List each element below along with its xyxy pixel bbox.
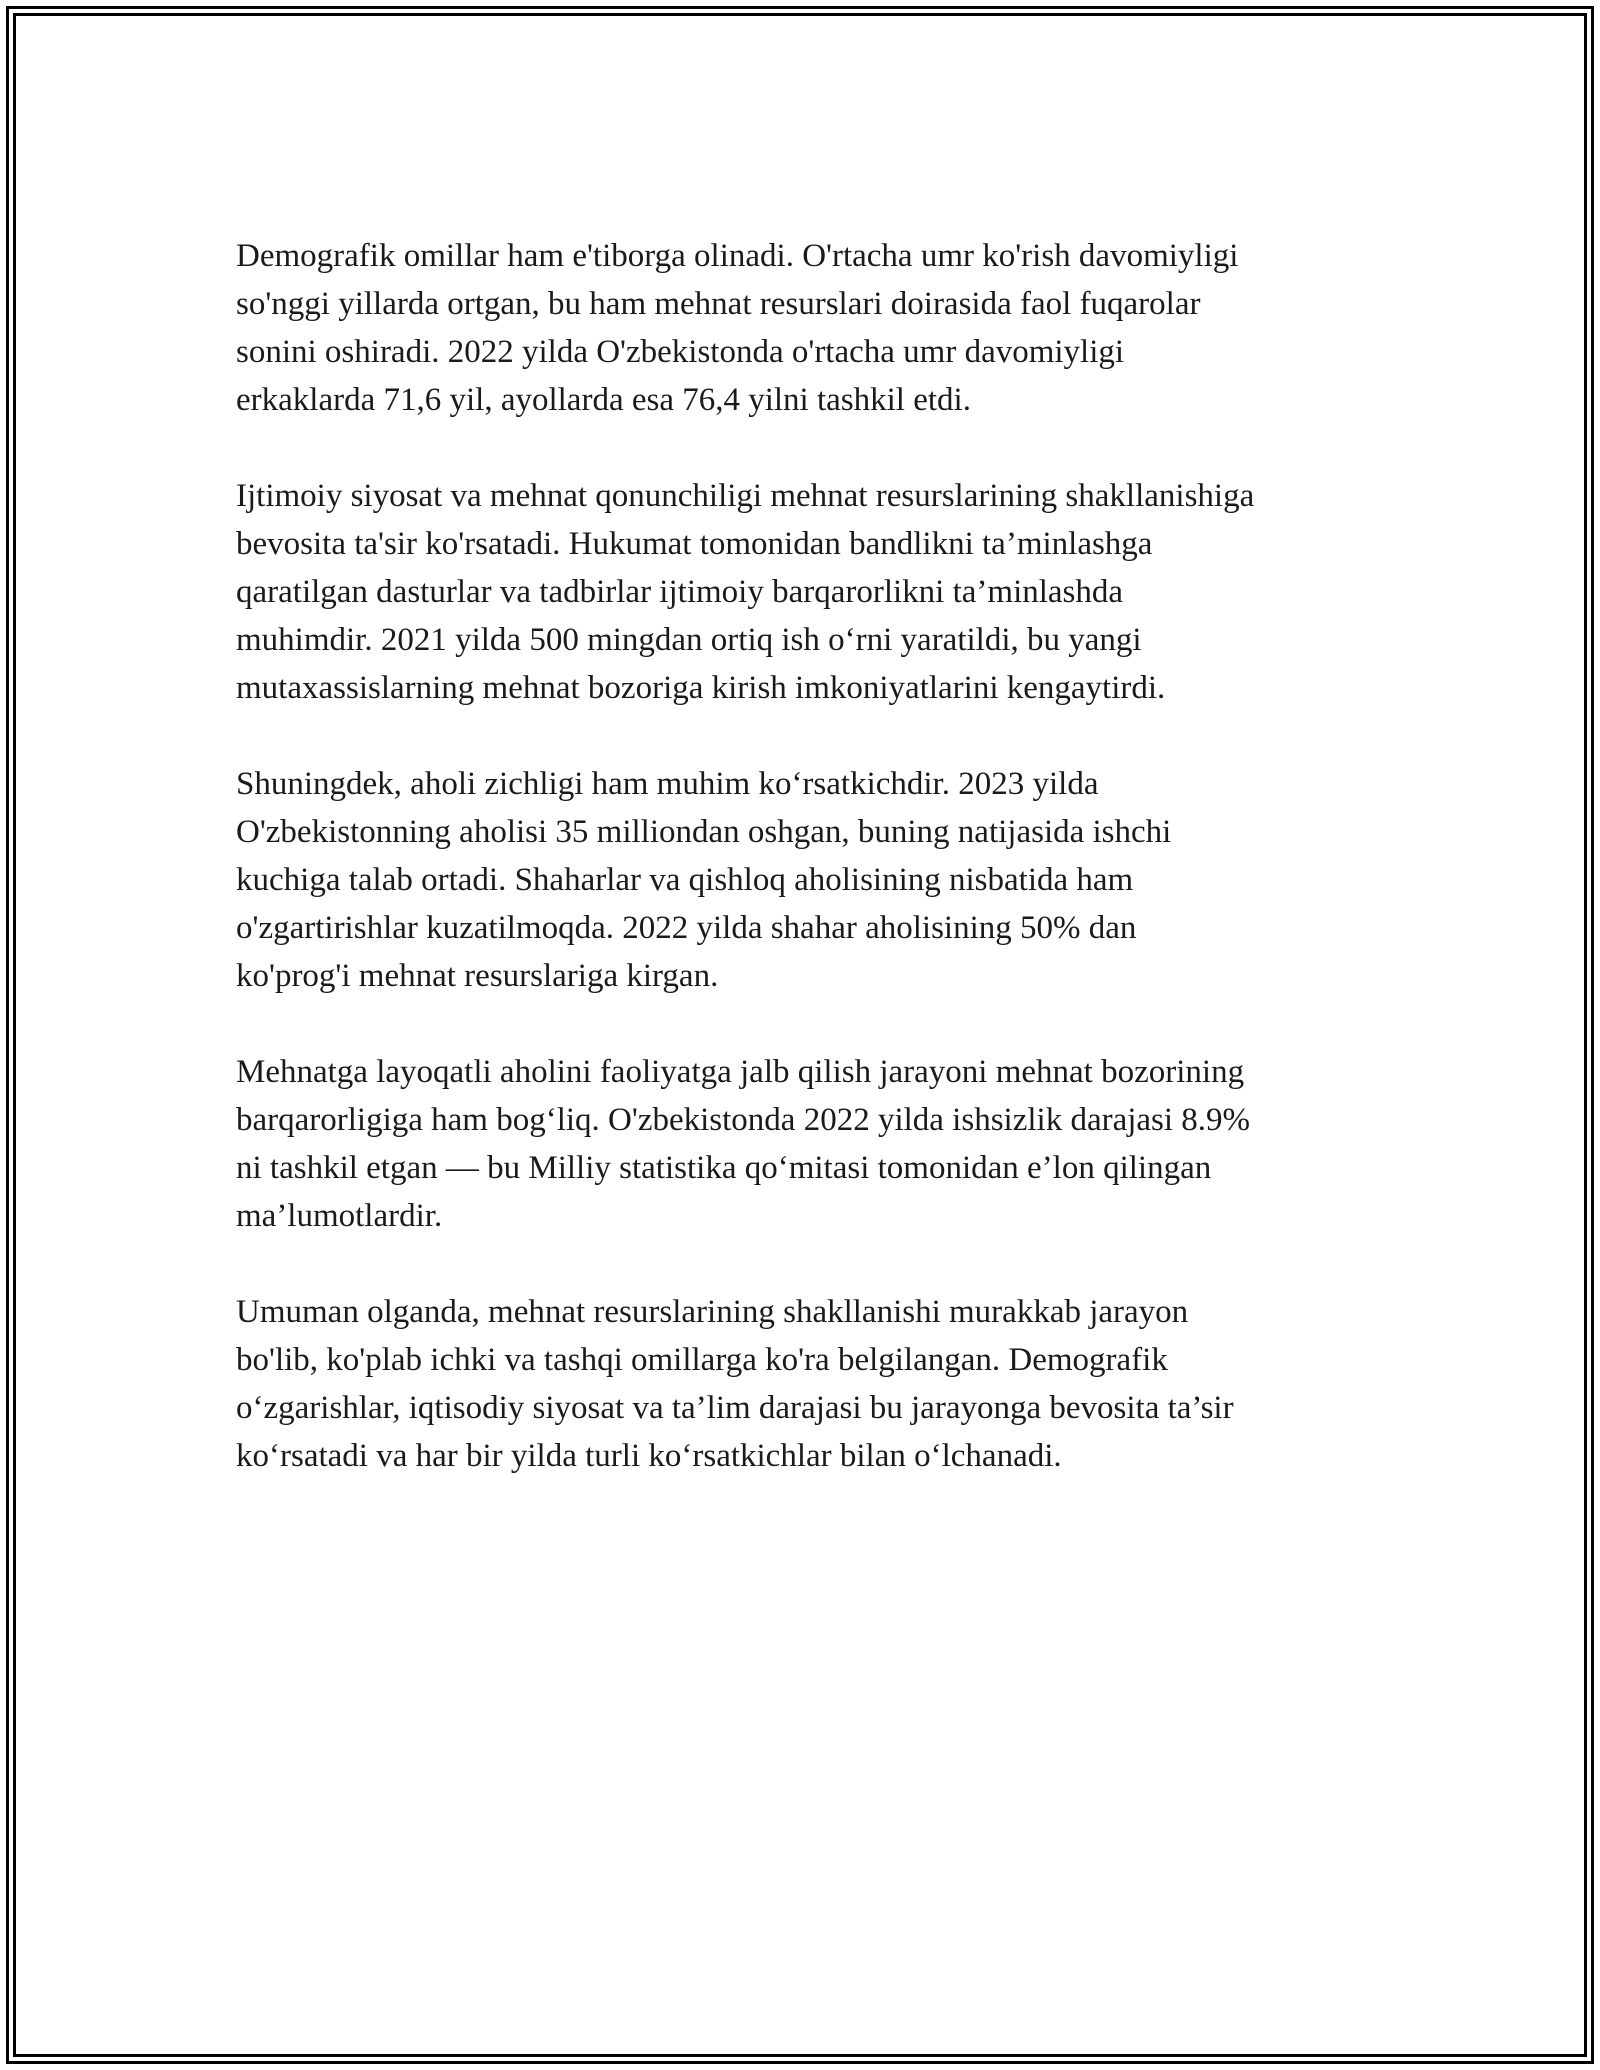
- paragraph-conclusion: [236, 1288, 1376, 1480]
- text-line: Mehnatga layoqatli aholini faoliyatga jalb qilish jarayoni mehnat bozorining: [236, 1054, 1245, 1090]
- text-line: Umuman olganda, mehnat resurslarining shakllanishi murakkab jarayon: [236, 1294, 1189, 1330]
- text-line: bo'lib, ko'plab ichki va tashqi omillarga ko'ra belgilangan. Demografik: [236, 1342, 1168, 1378]
- paragraph-unemployment: [236, 1048, 1376, 1240]
- text-line: so'nggi yillarda ortgan, bu ham mehnat resurslari doirasida faol fuqarolar: [236, 286, 1201, 322]
- text-line: muhimdir. 2021 yilda 500 mingdan ortiq ish o‘rni yaratildi, bu yangi: [236, 622, 1142, 658]
- text-line: Shuningdek, aholi zichligi ham muhim ko‘rsatkichdir. 2023 yilda: [236, 766, 1099, 802]
- paragraph-social-policy: [236, 472, 1376, 712]
- text-line: qaratilgan dasturlar va tadbirlar ijtimoiy barqarorlikni ta’minlashda: [236, 574, 1124, 610]
- text-line: ni tashkil etgan — bu Milliy statistika qo‘mitasi tomonidan e’lon qilingan: [236, 1150, 1212, 1186]
- text-line: ko‘rsatadi va har bir yilda turli ko‘rsatkichlar bilan o‘lchanadi.: [236, 1438, 1062, 1474]
- text-line: ma’lumotlardir.: [236, 1198, 443, 1234]
- paragraph-population-density: [236, 760, 1376, 1000]
- text-line: O'zbekistonning aholisi 35 milliondan oshgan, buning natijasida ishchi: [236, 814, 1172, 850]
- text-line: sonini oshiradi. 2022 yilda O'zbekistonda o'rtacha umr davomiyligi: [236, 334, 1125, 370]
- text-line: o‘zgarishlar, iqtisodiy siyosat va ta’lim darajasi bu jarayonga bevosita ta’sir: [236, 1390, 1234, 1426]
- document-body: [236, 232, 1376, 1528]
- text-line: mutaxassislarning mehnat bozoriga kirish imkoniyatlarini kengaytirdi.: [236, 670, 1166, 706]
- text-line: Ijtimoiy siyosat va mehnat qonunchiligi mehnat resurslarining shakllanishiga: [236, 478, 1255, 514]
- paragraph-life-expectancy: [236, 232, 1376, 424]
- text-line: ko'prog'i mehnat resurslariga kirgan.: [236, 958, 719, 994]
- text-line: o'zgartirishlar kuzatilmoqda. 2022 yilda shahar aholisining 50% dan: [236, 910, 1137, 946]
- text-line: barqarorligiga ham bog‘liq. O'zbekistonda 2022 yilda ishsizlik darajasi 8.9%: [236, 1102, 1251, 1138]
- text-line: bevosita ta'sir ko'rsatadi. Hukumat tomonidan bandlikni ta’minlashga: [236, 526, 1153, 562]
- text-line: Demografik omillar ham e'tiborga olinadi. O'rtacha umr ko'rish davomiyligi: [236, 238, 1239, 274]
- text-line: erkaklarda 71,6 yil, ayollarda esa 76,4 yilni tashkil etdi.: [236, 382, 971, 418]
- text-line: kuchiga talab ortadi. Shaharlar va qishloq aholisining nisbatida ham: [236, 862, 1134, 898]
